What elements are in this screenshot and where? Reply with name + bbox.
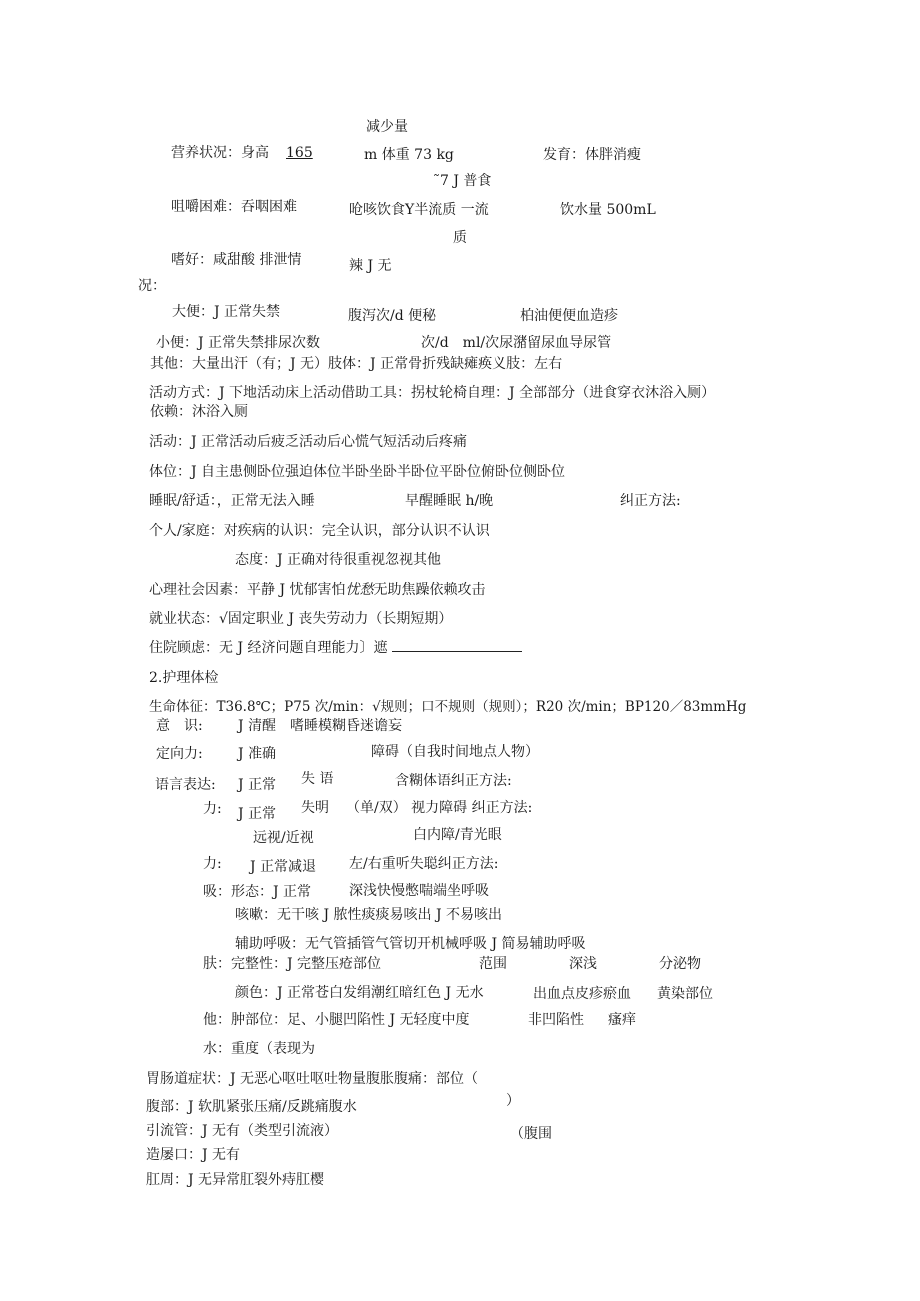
text-line: 减少量 [366,119,408,135]
section-heading: 2.护理体检 [149,670,219,686]
text-line: 态度：J 正确对待很重视忽视其他 [235,552,442,568]
text-line: J 正常 [238,777,277,793]
text-line: 发育：体胖消瘦 [543,147,641,163]
text-line: J 准确 [238,746,277,762]
text-line: 就业状态：√固定职业 J 丧失劳动力（长期短期） [149,611,453,627]
text-line: 黄染部位 [657,986,713,1002]
text-line: （单/双） 视力障碍 纠正方法: [346,800,533,816]
height-value: 165 [286,145,313,161]
text-line: 左/右重听失聪纠正方法: [349,856,499,872]
text-line: 造屡口：J 无有 [146,1147,241,1163]
text-line: 障碍（自我时间地点人物） [371,744,539,760]
text-line: 腹部：J 软肌紧张压痛/反跳痛腹水 [146,1099,357,1115]
text-line: 失 语 [301,771,334,787]
text-line: 况： [138,278,166,294]
text-line: 大便：J 正常失禁 [172,304,281,320]
text-line: 体位：J 自主患侧卧位强迫体位半卧坐卧半卧位平卧位俯卧位侧卧位 [149,464,566,480]
text-line: J 正常 [238,806,277,822]
text-line: 含糊体语纠正方法: [395,773,512,789]
text-line: 辅助呼吸：无气管插管气管切开机械呼吸 J 简易辅助呼吸 [235,936,586,952]
text-line: J 清醒 嗜睡模糊昏迷谵妄 [238,718,403,734]
text-line: 胃肠道症状：J 无恶心呕吐呕吐物量腹胀腹痛：部位（ [146,1071,479,1087]
text-line: 咀嚼困难：吞咽困难 [171,199,297,215]
text-line: 深浅快慢憋喘端坐呼吸 [349,883,489,899]
text-line: 小便：J 正常失禁排尿次数 [156,335,321,351]
text-line: 意 识: [156,718,203,734]
text-line: 次/d ml/次尿潴留尿血导尿管 [421,335,612,351]
text-line: 睡眠/舒适：，正常无法入睡 [149,493,315,509]
text-line: 辣 J 无 [349,258,392,274]
text-line: 范围 [479,956,507,972]
text-line: J 正常减退 [250,859,317,875]
text-line: 力: [203,801,222,817]
text-line: （腹围 [510,1126,552,1142]
text-line: ˜7 J 普食 [433,173,492,189]
text-line: 柏油便便血造疹 [520,308,618,324]
text-line: 饮水量 500mL [560,202,656,218]
text-line: 颜色：J 正常苍白发绢潮红暗红色 J 无水 [235,985,484,1001]
text-line: 语言表达: [155,777,216,793]
text-line: 住院顾虑：无 J 经济问题自理能力〕遮 [149,639,522,657]
text-line: 早醒睡眠 h/晚 [405,493,494,509]
text-line: 引流管：J 无有（类型引流液） [146,1123,339,1139]
text-line: 瘙痒 [608,1012,636,1028]
text-line: 腹泻次/d 便秘 [348,308,437,324]
text-line: 水：重度（表现为 [203,1041,315,1057]
text-line: 呛咳饮食Y半流质 一流 [349,202,489,218]
text-line: 吸：形态：J 正常 [203,884,312,900]
text-line: 远视/近视 [253,830,314,846]
text-line: 依赖：沐浴入厕 [150,404,248,420]
text-line: 肤：完整性：J 完整压疮部位 [203,956,382,972]
text-line: 出血点皮疹瘀血 [533,986,631,1002]
text-line: 他：肿部位：足、小腿凹陷性 J 无轻度中度 [203,1012,470,1028]
text-line: 肛周：J 无异常肛裂外痔肛樱 [146,1172,325,1188]
text-line: 质 [453,230,467,246]
text-line: m 体重 73 kg [364,147,454,163]
text-line: 失明 [301,800,329,816]
text-line: 力: [203,856,222,872]
text-line: 非凹陷性 [528,1012,584,1028]
text-line: ） [506,1093,520,1109]
text-line: 生命体征：T36.8℃；P75 次/min：√规则；口不规则（规则）；R20 次/min；BP120／83mmHg [149,699,747,715]
text-line: 活动方式：J 下地活动床上活动借助工具：拐杖轮椅自理：J 全部部分（进食穿衣沐浴入厕） [149,385,716,401]
text-line: 嗜好：咸甜酸 排泄情 [171,252,302,268]
text-line: 个人/家庭：对疾病的认识：完全认识，部分认识不认识 [149,523,490,539]
text-line: 其他：大量出汗（有；J 无）肢体：J 正常骨折残缺瘫痪义肢：左右 [150,356,563,372]
text-line: 营养状况：身高 [171,145,269,161]
blank-line [392,639,522,652]
text-line: 活动：J 正常活动后疲乏活动后心慌气短活动后疼痛 [149,434,468,450]
text-line: 定向力: [156,746,203,762]
text-line: 白内障/青光眼 [413,827,502,843]
text-line: 纠正方法: [620,493,681,509]
text-line: 咳嗽：无干咳 J 脓性痰痰易咳出 J 不易咳出 [235,907,503,923]
text-line: 分泌物 [659,956,701,972]
text-line: 心理社会因素：平静 J 忧郁害怕忧愁无助焦躁依赖攻击 [149,582,486,598]
text-line: 深浅 [569,956,597,972]
